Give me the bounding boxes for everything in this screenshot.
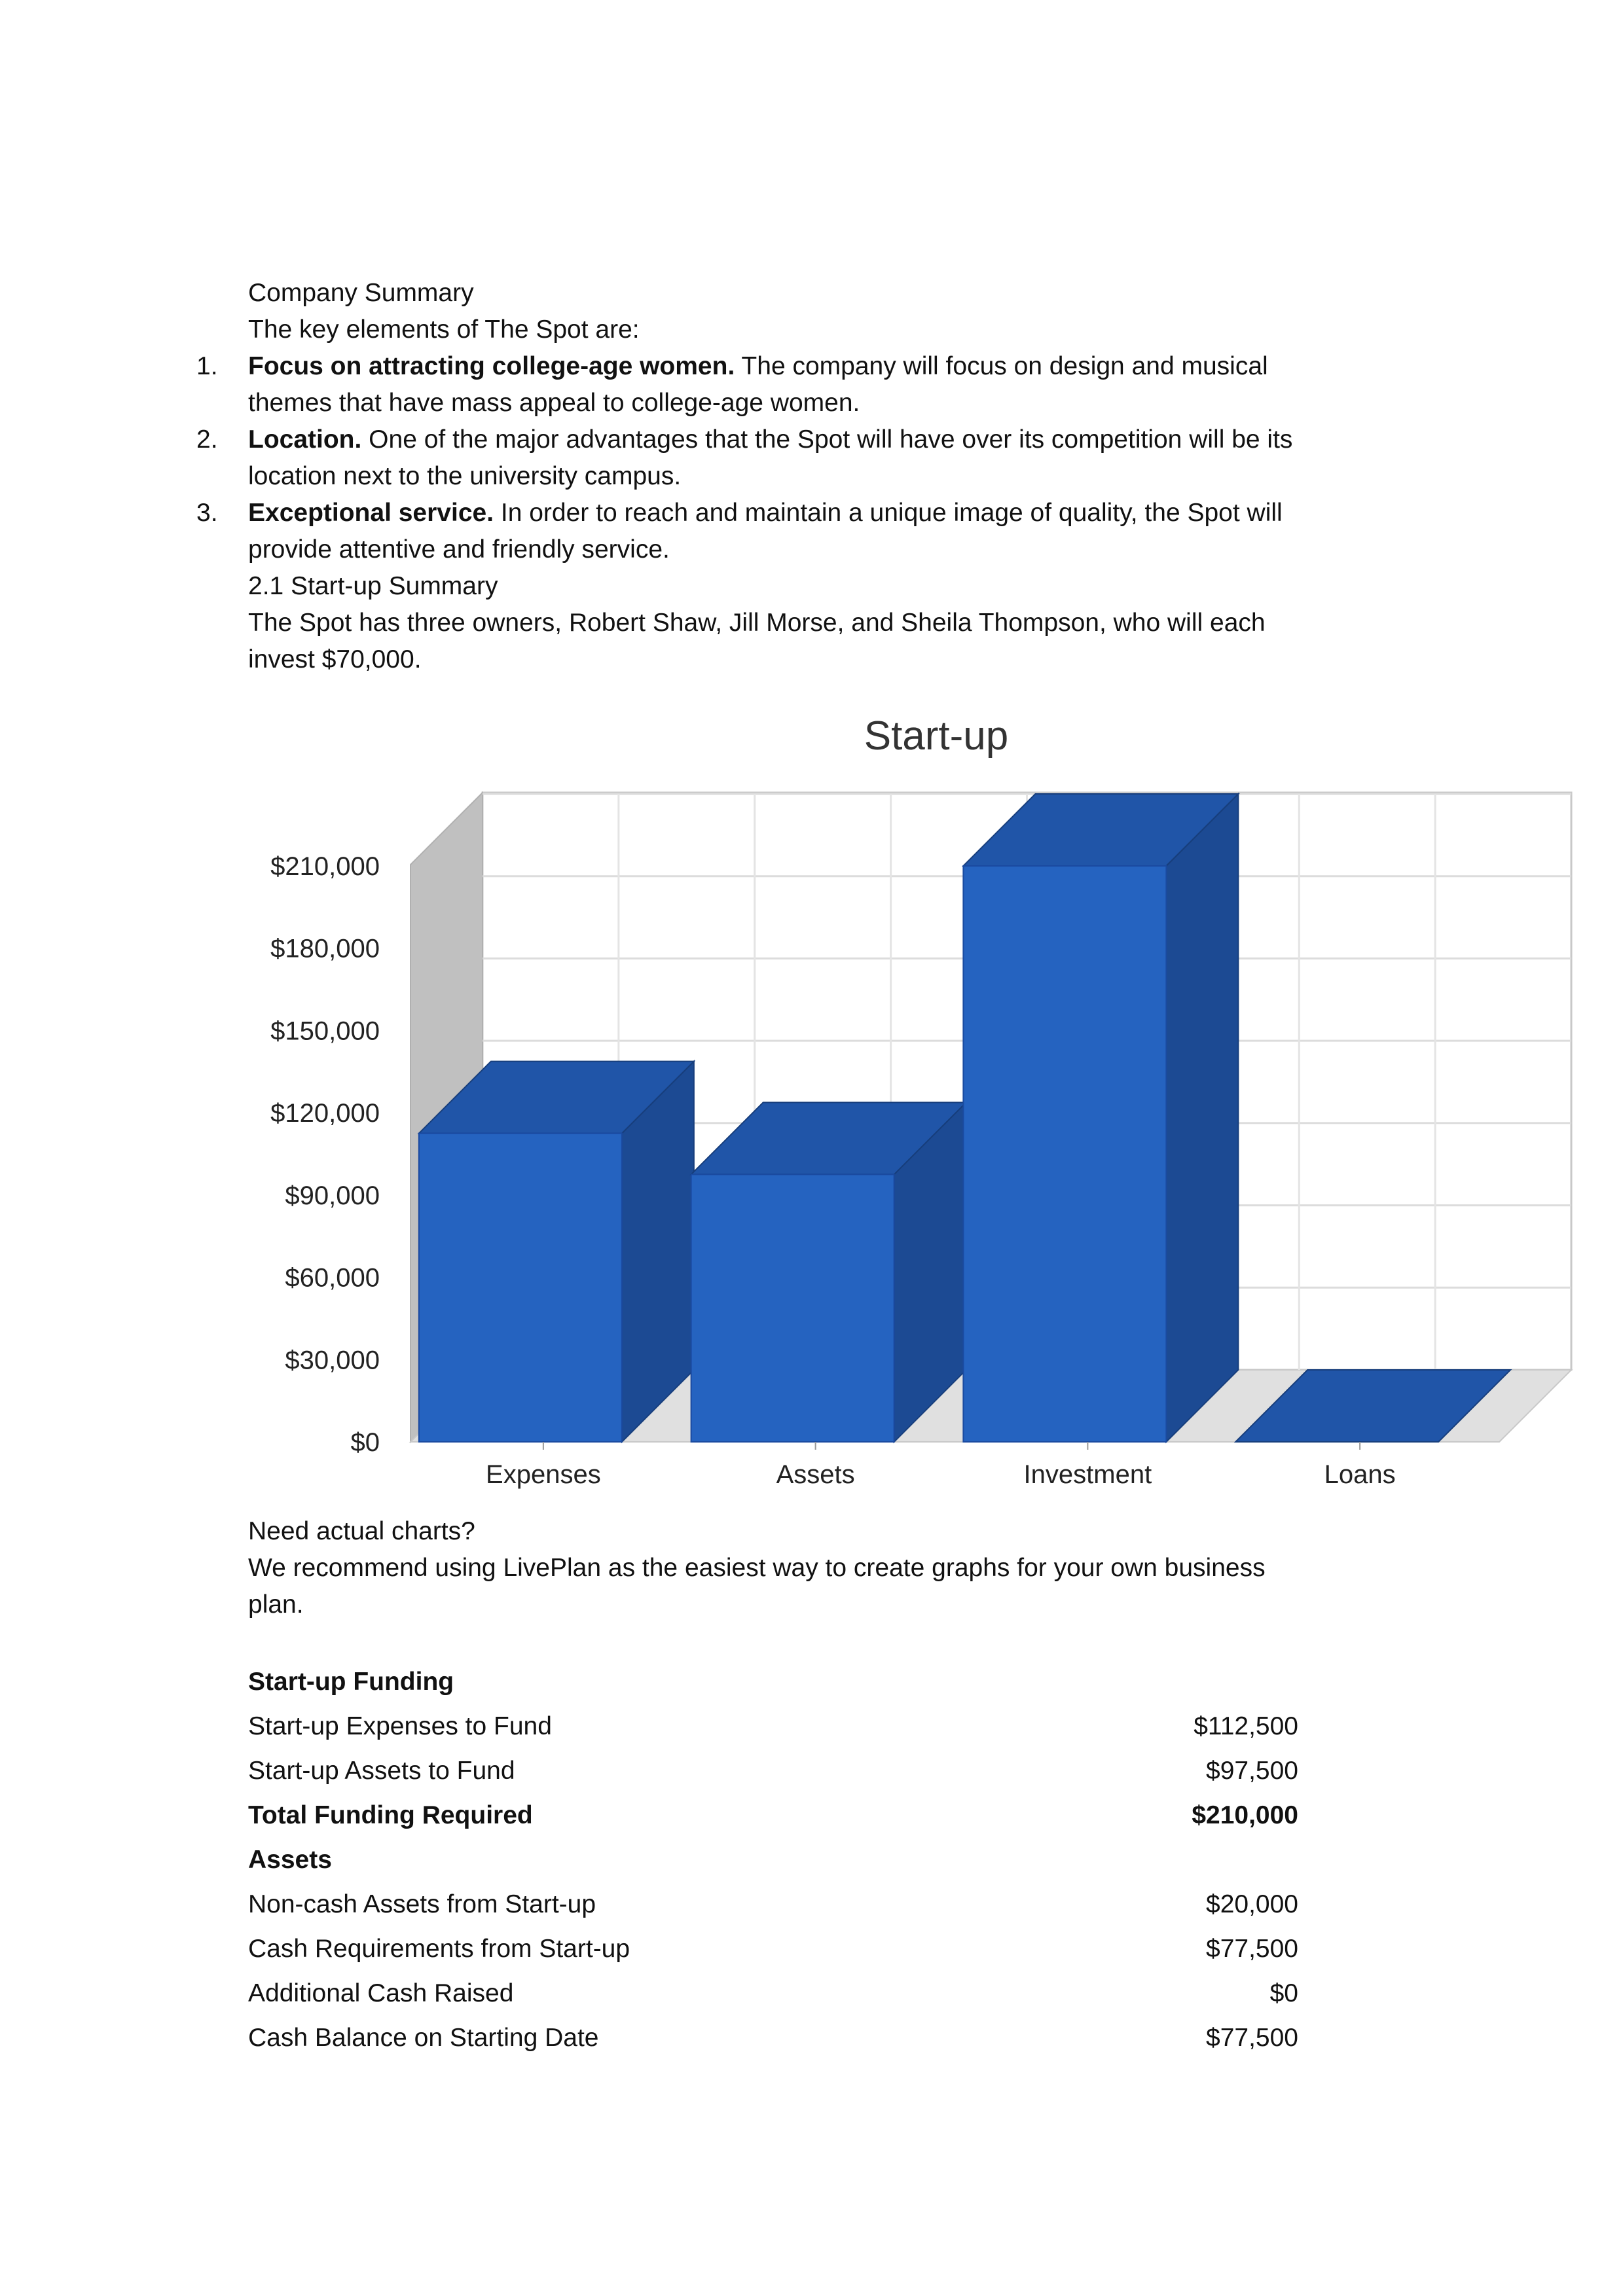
row-label: Start-up Funding — [248, 1668, 454, 1696]
list-item-text-continued: provide attentive and friendly service. — [248, 535, 670, 564]
list-item-text: In order to reach and maintain a unique image of quality, the Spot will — [494, 499, 1283, 527]
row-value: $20,000 — [1206, 1890, 1298, 1918]
x-tick-label: Assets — [776, 1460, 855, 1489]
row-label: Start-up Expenses to Fund — [248, 1712, 552, 1740]
row-value: $97,500 — [1206, 1757, 1298, 1785]
row-label: Total Funding Required — [248, 1801, 533, 1829]
chart-bar — [691, 1102, 966, 1442]
row-label: Additional Cash Raised — [248, 1979, 514, 2007]
table-row — [248, 1707, 1298, 1746]
row-value: $77,500 — [1206, 1935, 1298, 1963]
note-heading: Need actual charts? — [248, 1517, 475, 1545]
y-tick-label: $0 — [350, 1428, 380, 1457]
list-item-title: Focus on attracting college-age women. — [248, 352, 735, 380]
row-label: Start-up Assets to Fund — [248, 1757, 515, 1785]
table-row — [248, 1929, 1298, 1969]
bar-side — [1166, 794, 1238, 1442]
row-label: Cash Balance on Starting Date — [248, 2024, 599, 2052]
row-label: Assets — [248, 1846, 332, 1874]
list-item-text: One of the major advantages that the Spot will have over its competition will be its — [361, 425, 1293, 454]
table-row — [248, 1840, 1298, 1880]
row-value: $210,000 — [1192, 1801, 1298, 1829]
x-tick-label: Expenses — [486, 1460, 601, 1489]
table-row — [248, 1885, 1298, 1924]
note-text-continued: plan. — [248, 1590, 304, 1619]
section-heading: Company Summary — [248, 279, 474, 307]
bar-front — [963, 866, 1166, 1442]
subheading: 2.1 Start-up Summary — [248, 572, 498, 600]
table-row — [248, 1974, 1298, 2013]
table-row — [248, 1751, 1298, 1791]
row-value: $112,500 — [1194, 1712, 1298, 1740]
row-label: Non-cash Assets from Start-up — [248, 1890, 596, 1918]
y-tick-label: $210,000 — [270, 852, 380, 881]
summary-paragraph: The Spot has three owners, Robert Shaw, Jill Morse, and Sheila Thompson, who will each — [248, 609, 1266, 637]
x-tick-label: Investment — [1023, 1460, 1152, 1489]
y-tick-label: $60,000 — [285, 1263, 380, 1293]
list-item-text: The company will focus on design and musical — [735, 352, 1268, 380]
y-tick-label: $120,000 — [270, 1099, 380, 1128]
bar-front — [419, 1134, 622, 1442]
list-item-title: Exceptional service. — [248, 499, 494, 527]
list-item-text-continued: location next to the university campus. — [248, 462, 682, 490]
y-tick-label: $150,000 — [270, 1016, 380, 1046]
list-item-number: 1. — [196, 352, 218, 380]
table-row — [248, 1662, 1298, 1702]
x-tick-label: Loans — [1324, 1460, 1396, 1489]
chart-bar — [963, 794, 1238, 1442]
table-row — [248, 2018, 1298, 2058]
table-row — [248, 1796, 1298, 1835]
note-text: We recommend using LivePlan as the easiest way to create graphs for your own business — [248, 1554, 1266, 1582]
list-item-number: 3. — [196, 499, 218, 527]
y-tick-label: $90,000 — [285, 1181, 380, 1210]
chart-bar — [419, 1062, 694, 1442]
bar-front — [691, 1174, 894, 1442]
list-item-number: 2. — [196, 425, 218, 454]
row-label: Cash Requirements from Start-up — [248, 1935, 630, 1963]
list-item-title: Location. — [248, 425, 362, 454]
summary-paragraph-continued: invest $70,000. — [248, 645, 422, 673]
section-intro: The key elements of The Spot are: — [248, 315, 640, 344]
list-item-text-continued: themes that have mass appeal to college-age women. — [248, 389, 860, 417]
chart-title: Start-up — [864, 713, 1009, 759]
row-value: $0 — [1269, 1979, 1298, 2007]
y-tick-label: $180,000 — [270, 934, 380, 963]
row-value: $77,500 — [1206, 2024, 1298, 2052]
y-tick-label: $30,000 — [285, 1346, 380, 1375]
